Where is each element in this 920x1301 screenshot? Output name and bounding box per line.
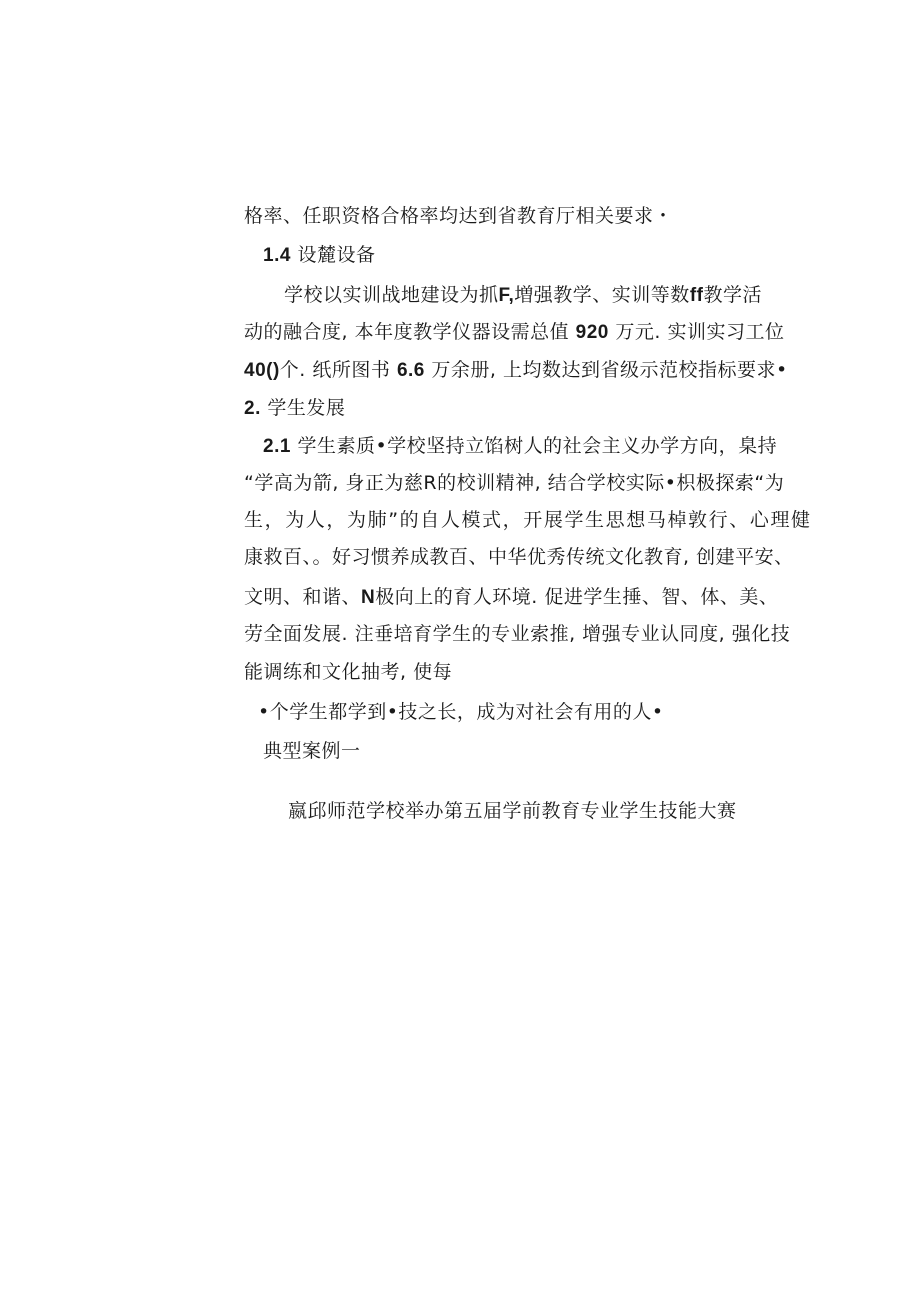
text-line [244,585,778,610]
text-line [244,471,784,495]
section-title: 学生发展 [267,397,346,419]
text-line [244,358,788,383]
line-text: 极向上的育人环境. 促进学生捶、智、体、美、 [375,586,779,608]
section-heading [263,243,375,268]
line-text: 康救百、。好习惯养成教百、中华优秀传统文化教育, 创建平安、 [244,546,794,568]
text-line [244,508,812,532]
line-text: 格率、任职资格合格率均达到省教育厅相关要求・ [244,205,674,227]
line-text: 劳全面发展. 注垂培育学生的专业索推, 增强专业认同度, 强化技 [244,623,791,645]
section-heading [244,396,345,421]
bold-fragment: N [361,587,376,608]
bold-fragment: F, [498,285,515,306]
text-line [244,204,673,228]
line-text: “学高为箭, 身正为慈R的校训精神, 结合学校实际•枳极探索“为 [244,472,785,494]
section-number: 1.4 [263,245,291,266]
line-text: 个. 纸所图书 [279,359,391,381]
line-text: 教学活 [703,284,762,306]
section-title: 设麓设备 [297,244,376,266]
text-line [263,434,777,459]
section-number: 2.1 [263,436,291,457]
line-text: 学生素质•学校坚持立馅树人的社会主义办学方向，臬持 [297,435,778,457]
bold-number: 40() [244,360,280,381]
line-text: 嬴邱师范学校举办第五届学前教育专业学生技能大赛 [288,800,737,822]
line-text: 増强教学、实训等数 [514,284,690,306]
text-line [244,622,790,646]
bold-number: 920 [575,322,609,343]
text-line [244,660,452,684]
text-line [244,545,794,569]
line-text: 能调练和文化抽考, 使每 [244,661,453,683]
section-number: 2. [244,398,261,419]
bold-fragment: ff [689,285,704,306]
text-line [258,700,664,724]
line-text: 生，为人，为肺”的自人模式，开展学生思想马棹敦行、心理健 [244,509,812,531]
line-text: •个学生都学到•技之长，成为对社会有用的人• [258,701,664,723]
line-text: 动的融合度, 本年度教学仪器设需总值 [244,321,570,343]
case-label [263,739,361,763]
bold-number: 6.6 [396,360,425,381]
text-line [244,320,784,345]
text-line [284,283,762,308]
case-title [288,799,737,823]
line-text: 文明、和谐、 [244,586,362,608]
line-text: 万余册, 上均数达到省级示范校指标要求• [431,359,788,381]
line-text: 万元. 实训实习工位 [615,321,785,343]
line-text: 典型案例一 [263,740,361,762]
line-text: 学校以实训战地建设为抓 [284,284,499,306]
